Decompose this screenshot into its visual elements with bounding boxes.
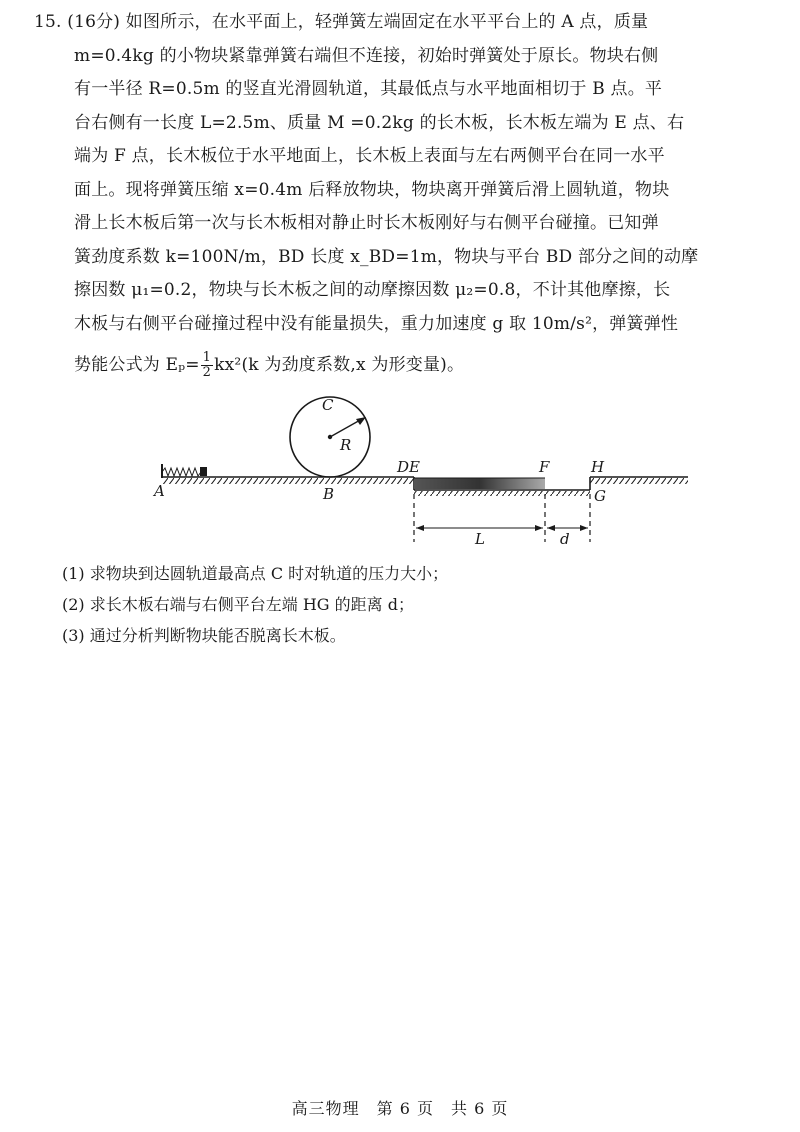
apparatus-diagram [150, 390, 710, 560]
label-b: B [323, 485, 335, 503]
dimension-d-arrow-right [580, 525, 588, 531]
problem-line-with-formula [34, 341, 774, 389]
question-3: (3) 通过分析判断物块能否脱离长木板。 [62, 626, 346, 645]
question-2: (2) 求长木板右端与右侧平台左端 HG 的距离 d； [62, 595, 414, 614]
problem-line: 台右侧有一长度 L=2.5m、质量 M =0.2kg 的长木板，长木板左端为 E 点、右 [74, 112, 685, 133]
problem-line: 滑上长木板后第一次与长木板相对静止时长木板刚好与右侧平台碰撞。已知弹 [74, 213, 659, 233]
sub-questions [62, 558, 762, 651]
long-board [414, 478, 545, 489]
label-g: G [594, 487, 606, 505]
problem-line: 木板与右侧平台碰撞过程中没有能量损失，重力加速度 g 取 10m/s²，弹簧弹性 [74, 313, 679, 334]
label-f: F [539, 458, 550, 476]
dimension-l-arrow-left [416, 525, 424, 531]
fraction-numerator: 1 [202, 350, 212, 365]
problem-line: 簧劲度系数 k=100N/m，BD 长度 x_BD=1m，物块与平台 BD 部分之间的动摩 [74, 246, 699, 267]
label-c: C [322, 396, 334, 414]
spring [162, 468, 201, 476]
problem-line: 擦因数 μ₁=0.2，物块与长木板之间的动摩擦因数 μ₂=0.8，不计其他摩擦，长 [74, 280, 671, 300]
radius-arrow-head [356, 417, 366, 425]
dimension-d-arrow-left [547, 525, 555, 531]
dimension-l-arrow-right [535, 525, 543, 531]
fraction-denominator: 2 [202, 365, 212, 380]
small-block [200, 467, 207, 476]
problem-line: 15. (16分) 如图所示，在水平面上，轻弹簧左端固定在水平平台上的 A 点，质量 [34, 12, 649, 32]
fraction-one-half [201, 351, 213, 380]
label-a: A [154, 482, 165, 500]
left-platform-hatching [162, 478, 414, 484]
radius-arrow [330, 419, 362, 437]
problem-line: m=0.4kg 的小物块紧靠弹簧右端但不连接，初始时弹簧处于原长。物块右侧 [74, 45, 659, 66]
problem-line: 有一半径 R=0.5m 的竖直光滑圆轨道，其最低点与水平地面相切于 B 点。平 [74, 79, 663, 99]
formula-suffix: kx²(k 为劲度系数,x 为形变量)。 [214, 355, 465, 375]
label-de: DE [397, 458, 420, 476]
formula-prefix: 势能公式为 Eₚ= [74, 355, 200, 375]
page-footer: 高三物理 第 6 页 共 6 页 [291, 1099, 509, 1118]
problem-15-statement [34, 6, 774, 389]
label-r: R [340, 436, 352, 454]
question-1: (1) 求物块到达圆轨道最高点 C 时对轨道的压力大小； [62, 564, 449, 583]
right-platform-hatching [590, 478, 688, 484]
problem-line: 面上。现将弹簧压缩 x=0.4m 后释放物块，物块离开弹簧后滑上圆轨道，物块 [74, 179, 670, 200]
problem-line: 端为 F 点，长木板位于水平地面上，长木板上表面与左右两侧平台在同一水平 [74, 146, 665, 166]
label-d: d [560, 530, 570, 548]
label-h: H [591, 458, 605, 476]
lower-ground-hatching [414, 491, 590, 496]
label-l: L [475, 530, 485, 548]
